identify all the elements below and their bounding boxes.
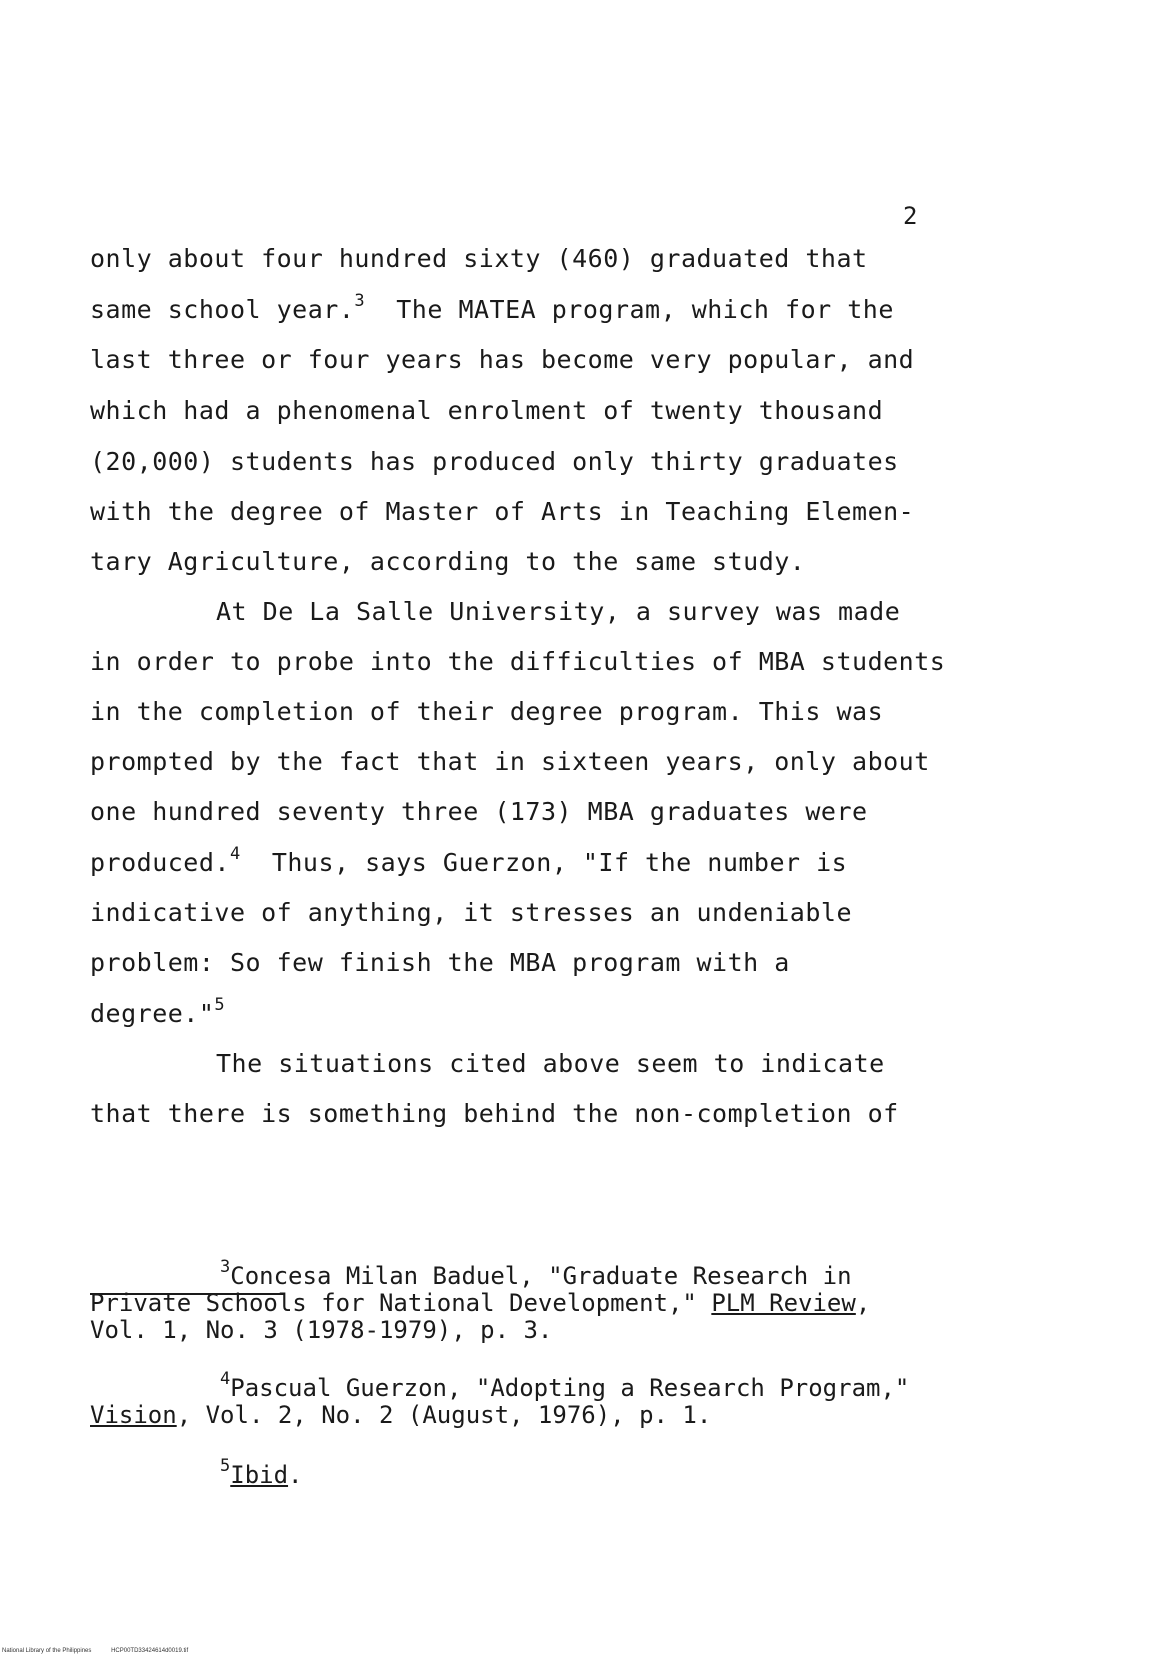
- journal-title: PLM Review: [711, 1289, 856, 1317]
- journal-title: Vision: [90, 1401, 177, 1429]
- footnote-mark-3: 3: [354, 291, 366, 311]
- library-credit: National Library of the Philippines: [2, 1648, 92, 1654]
- body-line: in the completion of their degree program. This was: [90, 697, 884, 726]
- body-line: degree."$^5$: [90, 995, 226, 1028]
- body-line: same school year.$^3$ The MATEA program, which for the: [90, 291, 894, 324]
- body-line: tary Agriculture, according to the same study.: [90, 547, 806, 576]
- body-line: only about four hundred sixty (460) graduated that: [90, 244, 868, 273]
- file-code: HCP00TD33424614d0019.tif: [111, 1648, 189, 1654]
- body-line: (20,000) students has produced only thirty graduates: [90, 447, 899, 476]
- scan-footer: [2, 1648, 206, 1654]
- body-line: in order to probe into the difficulties of MBA students: [90, 647, 946, 676]
- footnote-mark-4: 4: [229, 844, 241, 864]
- page-number: 2: [903, 202, 918, 230]
- body-line: problem: So few finish the MBA program with a: [90, 948, 790, 977]
- body-line: indicative of anything, it stresses an undeniable: [90, 898, 853, 927]
- body-line: which had a phenomenal enrolment of twenty thousand: [90, 396, 884, 425]
- body-line: that there is something behind the non-completion of: [90, 1099, 899, 1128]
- body-line: last three or four years has become very popular, and: [90, 345, 915, 374]
- body-line: prompted by the fact that in sixteen years, only about: [90, 747, 930, 776]
- body-line: At De La Salle University, a survey was made: [216, 597, 901, 626]
- body-line: with the degree of Master of Arts in Teaching Elemen-: [90, 497, 915, 526]
- body-line: produced.$^4$ Thus, says Guerzon, "If the number is: [90, 844, 848, 877]
- footnote-mark-5: 5: [214, 995, 226, 1015]
- ibid-reference: Ibid: [230, 1461, 289, 1489]
- body-line: one hundred seventy three (173) MBA graduates were: [90, 797, 868, 826]
- body-line: The situations cited above seem to indicate: [216, 1049, 885, 1078]
